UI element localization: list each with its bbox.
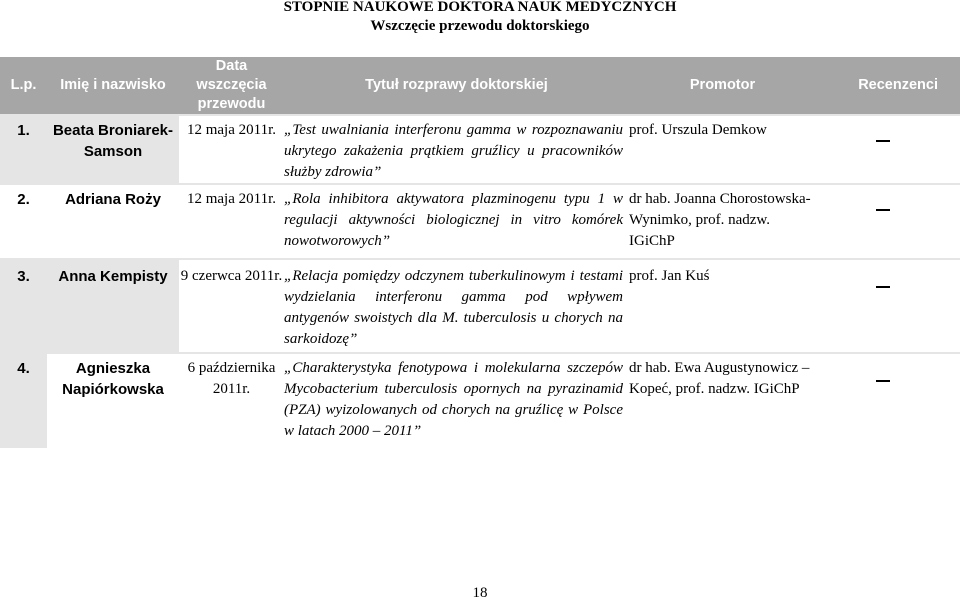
row-promotor: prof. Jan Kuś xyxy=(629,260,816,352)
column-header-lp: L.p. xyxy=(0,57,47,114)
row-title: „Test uwalniania interferonu gamma w rozpoznawaniu ukrytego zakażenia prątkiem gruźlicy u pracowników służby zdrowia” xyxy=(284,116,629,183)
row-date: 9 czerwca 2011r. xyxy=(179,260,284,352)
row-date: 12 maja 2011r. xyxy=(179,185,284,258)
doctoral-table xyxy=(0,57,960,448)
table-header-row xyxy=(0,57,960,114)
page-number: 18 xyxy=(472,585,488,601)
table-row xyxy=(0,116,960,183)
row-name: Beata Broniarek-Samson xyxy=(47,116,179,183)
reviewers-dash xyxy=(876,286,890,288)
column-header-title: Tytuł rozprawy doktorskiej xyxy=(284,57,629,114)
row-lp: 1. xyxy=(0,116,47,183)
row-reviewers xyxy=(816,260,960,352)
row-promotor: dr hab. Joanna Chorostowska-Wynimko, prof. nadzw. IGiChP xyxy=(629,185,816,258)
row-lp: 4. xyxy=(0,354,47,448)
reviewers-dash xyxy=(876,140,890,142)
row-date: 12 maja 2011r. xyxy=(179,116,284,183)
reviewers-dash xyxy=(876,209,890,211)
row-lp: 2. xyxy=(0,185,47,258)
row-reviewers xyxy=(816,116,960,183)
row-name: Anna Kempisty xyxy=(47,260,179,352)
column-header-reviewers: Recenzenci xyxy=(816,57,960,114)
row-date: 6 października 2011r. xyxy=(179,354,284,448)
table-row xyxy=(0,260,960,352)
row-name: Adriana Roży xyxy=(47,185,179,258)
column-header-promotor: Promotor xyxy=(629,57,816,114)
table-row xyxy=(0,185,960,258)
page-title: STOPNIE NAUKOWE DOKTORA NAUK MEDYCZNYCH xyxy=(283,0,677,15)
column-header-date: Data wszczęcia przewodu xyxy=(179,57,284,114)
row-title: „Rola inhibitora aktywatora plazminogenu typu 1 w regulacji aktywności biologicznej in vitro komórek nowotworowych” xyxy=(284,185,629,258)
row-reviewers xyxy=(816,185,960,258)
row-name: Agnieszka Napiórkowska xyxy=(47,354,179,448)
row-promotor: prof. Urszula Demkow xyxy=(629,116,816,183)
reviewers-dash xyxy=(876,380,890,382)
table-row xyxy=(0,354,960,448)
row-reviewers xyxy=(816,354,960,448)
row-title: „Charakterystyka fenotypowa i molekularna szczepów Mycobacterium tuberculosis opornych na pyrazinamid (PZA) wyizolowanych od chorych na gruźlicę w Polsce w latach 2000 – 2011” xyxy=(284,354,629,448)
page-subtitle: Wszczęcie przewodu doktorskiego xyxy=(370,18,590,34)
row-lp: 3. xyxy=(0,260,47,352)
column-header-name: Imię i nazwisko xyxy=(47,57,179,114)
row-title: „Relacja pomiędzy odczynem tuberkulinowym i testami wydzielania interferonu gamma pod wpływem antygenów swoistych dla M. tuberculosis u chorych na sarkoidozę” xyxy=(284,260,629,352)
row-promotor: dr hab. Ewa Augustynowicz – Kopeć, prof. nadzw. IGiChP xyxy=(629,354,816,448)
